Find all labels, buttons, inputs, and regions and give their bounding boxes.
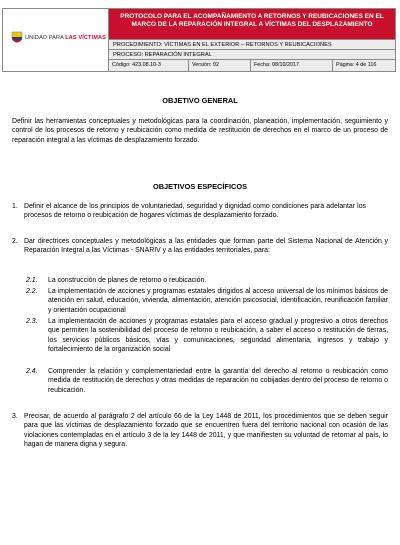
list-item-text: Definir el alcance de los principios de voluntariedad, seguridad y dignidad como condiciones para adelantar los procesos de retorno o reubicación de hogares víctimas de desplazamiento forzado. [24, 203, 366, 220]
sublist-item-text: La implementación de acciones y programas estatales para el acceso gradual y progresivo a otros derechos que permiten la sostenibilidad del proceso de retorno o reubicación, a saber el acceso o restitución de tierras, los servicios públicos básicos, vías y comunicaciones, seguridad alimentaria, ingresos y trabajo y fortalecimiento de la organización social [48, 318, 388, 354]
pagina-cell: Página: 4 de 116 [336, 62, 377, 68]
sublist-item-number: 2.1. [26, 277, 38, 284]
objetivos-especificos-heading: OBJETIVOS ESPECÍFICOS [152, 182, 248, 191]
fecha-cell: Fecha: 08/10/2017 [251, 60, 333, 71]
list-item-text: Dar directrices conceptuales y metodológicas a las entidades que forman parte del Sistema Nacional de Atención y Reparación Integral a las Víctimas - SNARIV y a las entidades territoriales, para: [24, 238, 388, 255]
procedimiento-row: PROCEDIMIENTO: VÍCTIMAS EN EL EXTERIOR – RETORNOS Y REUBICACIONES [109, 40, 395, 50]
sublist-item-text: La construcción de planes de retorno o reubicación. [48, 277, 207, 284]
codigo-cell: Código: 423.08.10-3 [109, 60, 189, 71]
sublist-item-number: 2.2. [26, 288, 38, 295]
sublist-item-text: La implementación de acciones y programas estatales dirigidos al acceso universal de los mínimos básicos de atención en salud, educación, vivienda, alimentación, atención psicosocial, identificación, reunificación familiar y orientación ocupacional [48, 288, 388, 314]
objetivo-general-heading: OBJETIVO GENERAL [162, 96, 238, 105]
sublist-item-number: 2.4. [26, 368, 38, 375]
list-item-number: 1. [12, 203, 18, 210]
list-item-number: 3. [12, 413, 18, 420]
sublist-item-text: Comprender la relación y complementariedad entre la garantía del derecho al retorno o reubicación como medida de restitución de derechos y otras medidas de reparación no cobijadas dentro del proceso de retorno o reubicación. [48, 368, 388, 394]
document-header [2, 8, 396, 72]
list-item-text: Precisar, de acuerdo al parágrafo 2 del artículo 66 de la Ley 1448 de 2011, los procedimientos que se deben seguir para que las víctimas de desplazamiento forzado que se encuentren fuera del territorio nacional con ocasión de las violaciones contempladas en el artículo 3 de la ley 1448 de 2011, y que manifiesten su voluntad de retornar al país, lo hagan de manera digna y segura. [24, 413, 388, 449]
metadata-row [109, 60, 395, 71]
colombia-shield-icon [11, 31, 23, 43]
proceso-row: PROCESO: REPARACIÓN INTEGRAL [109, 50, 395, 60]
document-title: PROTOCOLO PARA EL ACOMPAÑAMIENTO A RETORNOS Y REUBICACIONES EN EL MARCO DE LA REPARACIÓN INTEGRAL A VÍCTIMAS DEL DESPLAZAMIENTO [109, 9, 395, 40]
objetivo-general-paragraph: Definir las herramientas conceptuales y metodológicas para la coordinación, planeación, implementación, seguimiento y control de los procesos de retorno y reubicación como medida de restitución de derechos en el marco de un proceso de reparación integral a las víctimas de desplazamiento forzado. [12, 118, 388, 144]
list-item-number: 2. [12, 238, 18, 245]
logo-cell [3, 9, 109, 71]
version-cell: Versión: 02 [189, 60, 251, 71]
sublist-item-number: 2.3. [26, 318, 38, 325]
logo-text: UNIDAD PARA LAS VÍCTIMAS [25, 35, 106, 41]
